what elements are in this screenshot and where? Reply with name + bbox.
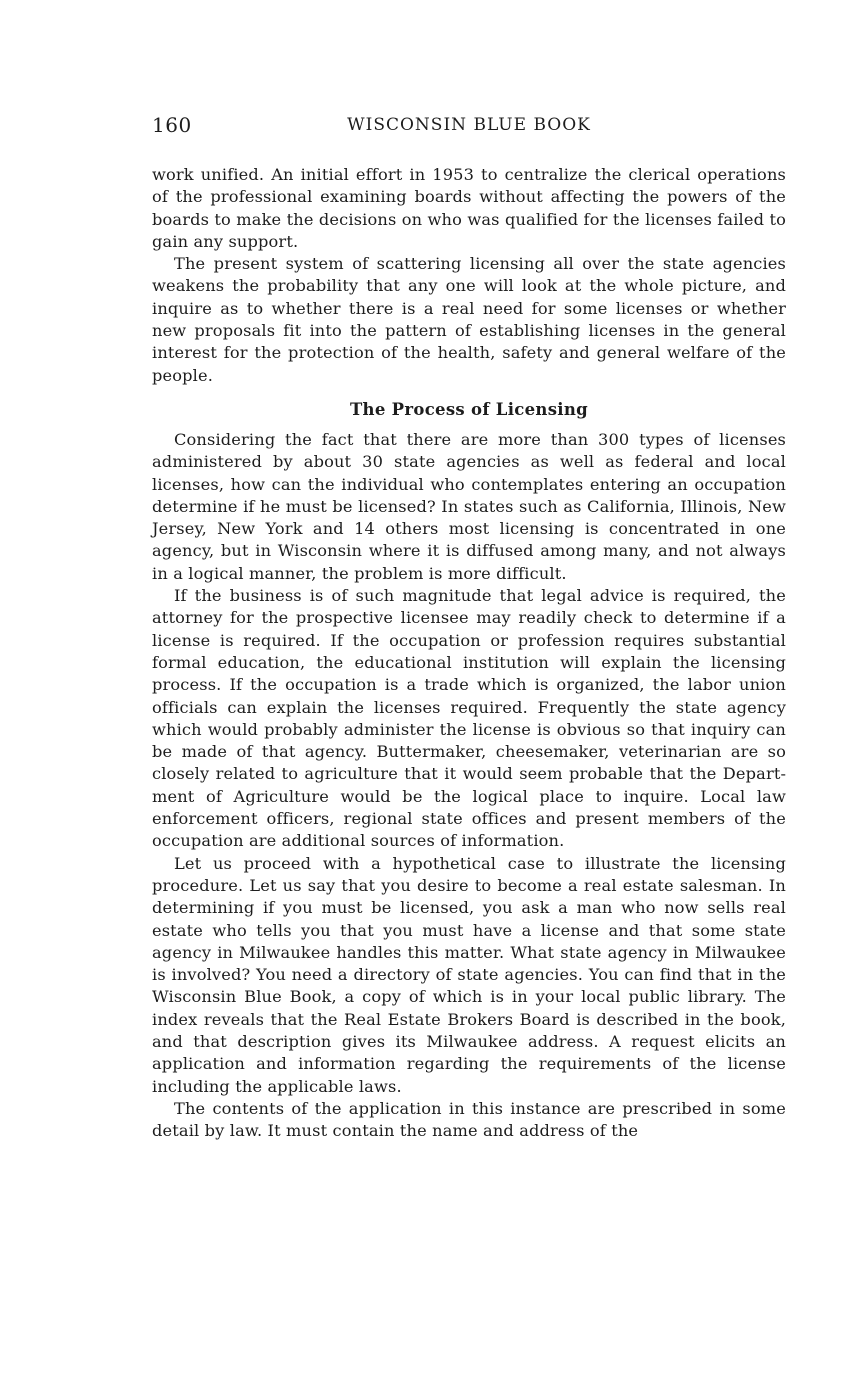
paragraph-license-types: Considering the fact that there are more than 300 types of licenses administered by about 30 state agencies as well as federal and local licenses, how can the individual who contemplates entering an occupation determine if he must be licensed? In states such as California, Illinois, New Jersey, New York and 14 others most licensing is concentrated in one agency, but in Wisconsin where it is diffused among many, and not always in a logical manner, the problem is more difficult. <box>152 429 786 583</box>
page-header <box>152 113 786 143</box>
paragraph-continued: work unified. An initial effort in 1953 to centralize the clerical operations of the professional examining boards without affecting the powers of the boards to make the decisions on who was qualified for the licenses failed to gain any support. <box>152 165 786 251</box>
running-title: WISCONSIN BLUE BOOK <box>347 115 591 135</box>
paragraph-legal-advice: If the business is of such magnitude that legal advice is required, the attorney for the prospective licensee may readily check to determine if a license is required. If the occupation or profession requires substantial formal education, the educational institution will explain the licensing process. If the occupation is a trade which is organized, the labor union officials can explain the licenses required. Frequently the state agency which would probably administer the license is obvious so that inquiry can be made of that agency. Buttermaker, cheesemaker, veterinarian are so closely related to agriculture that it would seem probable that the Department of Agriculture would be the logical place to inquire. Local law enforcement officers, regional state offices and present members of the occupation are additional sources of information. <box>152 586 786 851</box>
page-body <box>152 164 786 1142</box>
page-number: 160 <box>152 113 192 137</box>
paragraph-application-contents: The contents of the application in this instance are prescribed in some detail by law. It must contain the name and address of the <box>152 1098 786 1141</box>
paragraph-hypothetical-case: Let us proceed with a hypothetical case to illustrate the licensing procedure. Let us say that you desire to become a real estate salesman. In determining if you must be licensed, you ask a man who now sells real estate who tells you that you must have a license and that some state agency in Milwaukee handles this matter. What state agency in Milwaukee is involved? You need a directory of state agencies. You can find that in the Wisconsin Blue Book, a copy of which is in your local public library. The index reveals that the Real Estate Brokers Board is described in the book, and that description gives its Milwaukee address. A request elicits an application and information regarding the requirements of the license including the applicable laws. <box>152 853 786 1096</box>
section-heading: The Process of Licensing <box>349 399 589 419</box>
paragraph-licensing-system: The present system of scattering licensing all over the state agencies weakens the probability that any one will look at the whole picture, and inquire as to whether there is a real need for some licenses or whether new proposals fit into the pattern of establishing licenses in the general interest for the protection of the health, safety and general welfare of the people. <box>152 254 786 385</box>
